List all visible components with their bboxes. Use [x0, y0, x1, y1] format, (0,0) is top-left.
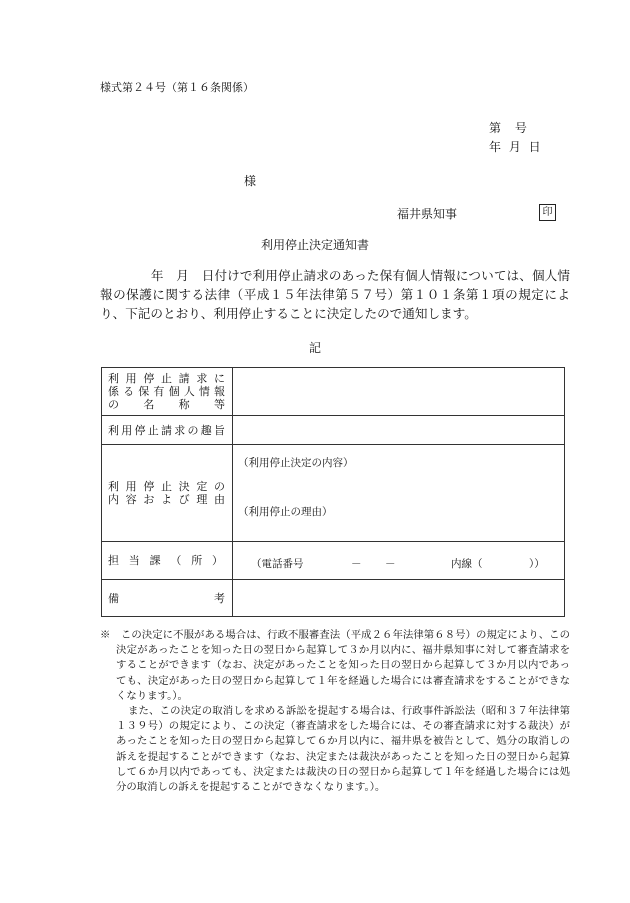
notes-section: [100, 628, 570, 795]
addressee-suffix: 様: [244, 174, 257, 188]
body-text: 年 月 日付けで利用停止請求のあった保有個人情報については、個人情報の保護に関する法律（平成１５年法律第５７号）第１０１条第１項の規定により、下記のとおり、利用停止することに決定したので通知します。: [100, 268, 570, 321]
extension-label: 内線（: [451, 558, 483, 570]
row-name-label-line1: 利用停止請求に: [108, 372, 226, 385]
decision-content-label: （利用停止決定の内容）: [238, 457, 354, 469]
document-number-line: 第 号: [489, 121, 527, 135]
row-decision-value[interactable]: [233, 445, 565, 542]
document-title: 利用停止決定通知書: [260, 238, 369, 252]
note-appeal: ※ この決定に不服がある場合は、行政不服審査法（平成２６年法律第６８号）の規定により、この決定があったことを知った日の翌日から起算して３か月以内に、福井県知事に対して審査請求をすることができます（なお、決定があったことを知った日の翌日から起算して３か月以内であっても、決定があった日の翌日から起算して１年を経過した場合には審査請求をすることができなくなります。）。: [100, 629, 570, 702]
extension-close: ））: [529, 558, 545, 570]
row-department-value[interactable]: [233, 542, 565, 580]
table-row-name: [102, 368, 565, 416]
phone-label: （電話番号: [251, 558, 304, 570]
issuer-name: 福井県知事: [397, 207, 458, 221]
row-remarks-value[interactable]: [233, 580, 565, 617]
row-remarks-label-text: 備考: [108, 591, 226, 605]
row-remarks-label: [102, 580, 233, 617]
table-row-department: [102, 542, 565, 580]
table-row-remarks: [102, 580, 565, 617]
note-lawsuit: また、この決定の取消しを求める訴訟を提起する場合は、行政事件訴訟法（昭和３７年法律第１３９号）の規定により、この決定（審査請求をした場合には、その審査請求に対する裁決）があったことを知った日の翌日から起算して６か月以内に、福井県を被告として、処分の取消しの訴えを提起することができます（なお、決定または裁決があったことを知った日の翌日から起算して６か月以内であっても、決定または裁決の日の翌日から起算して１年を経過した場合には処分の取消しの訴えを提起することができなくなります。）。: [116, 705, 570, 794]
date-line: 年 月 日: [489, 140, 541, 154]
table-row-decision: [102, 445, 565, 542]
row-purpose-label: [102, 416, 233, 445]
row-name-label-line3: の 名 称 等: [108, 398, 226, 411]
decision-reason-label: （利用停止の理由）: [238, 506, 333, 518]
ki-heading: 記: [308, 341, 321, 355]
seal-mark: 印: [539, 204, 556, 221]
phone-dash-2: －: [385, 558, 396, 570]
form-number: 様式第２４号（第１６条関係）: [100, 81, 254, 94]
row-decision-label: [102, 445, 233, 542]
details-table: [101, 367, 565, 617]
row-decision-label-line2: 内容および理由: [108, 493, 226, 506]
row-decision-label-line1: 利用停止決定の: [108, 480, 226, 493]
row-purpose-label-text: 利用停止請求の趣旨: [108, 423, 226, 437]
row-department-label-text: 担当課（所）: [108, 554, 226, 567]
phone-dash-1: －: [351, 558, 362, 570]
row-purpose-value[interactable]: [233, 416, 565, 445]
row-name-label-line2: 係る保有個人情報: [108, 385, 226, 398]
row-name-label: [102, 368, 233, 416]
table-row-purpose: [102, 416, 565, 445]
row-name-value[interactable]: [233, 368, 565, 416]
row-department-label: [102, 542, 233, 580]
